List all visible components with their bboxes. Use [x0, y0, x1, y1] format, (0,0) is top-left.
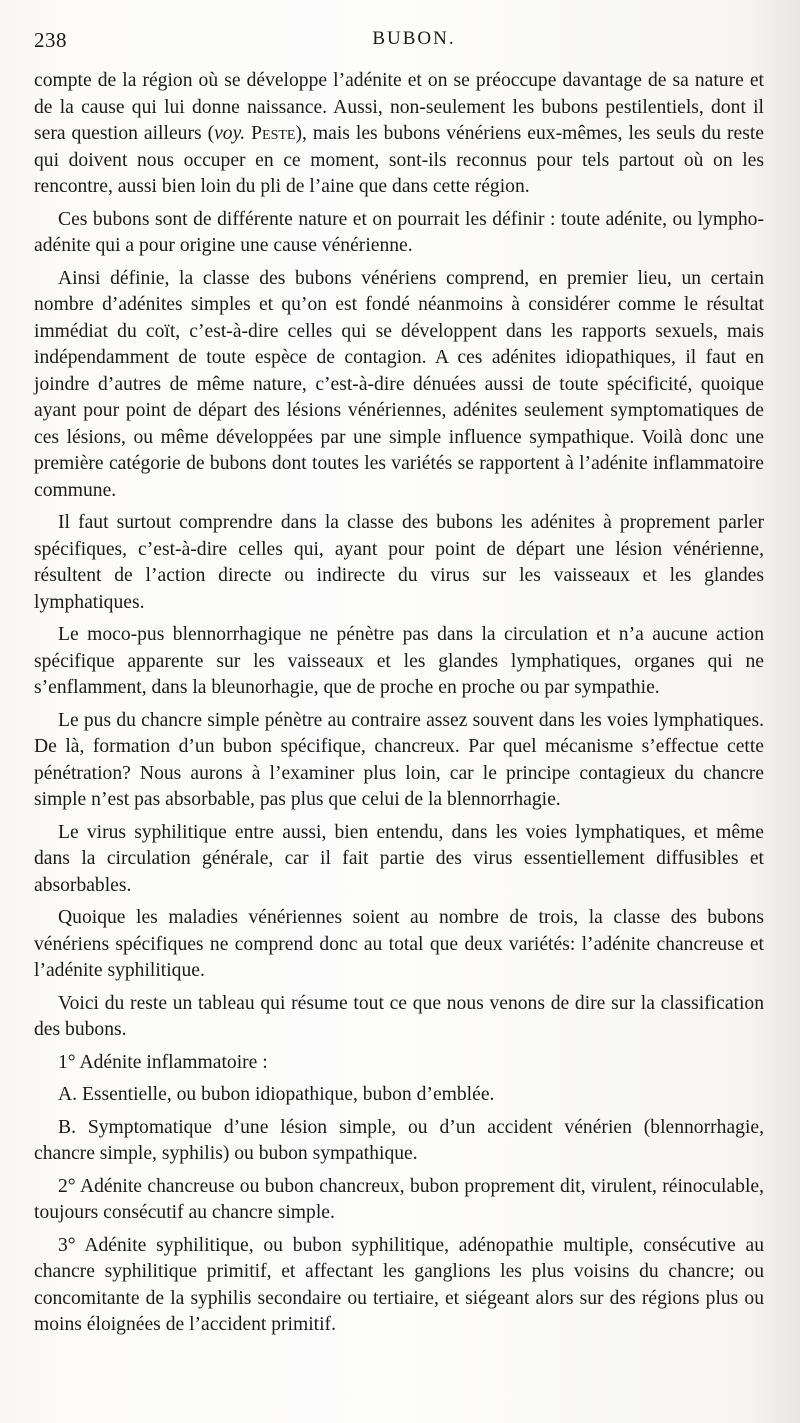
cross-reference-voy: voy.: [214, 123, 246, 144]
paragraph-3: Ainsi définie, la classe des bubons vénériens comprend, en premier lieu, un certain nombre d’adénites simples et qu’on est fondé néanmoins à considérer comme le résultat immédiat du coït, c’est-à-dire celles qui se développent dans les rapports sexuels, mais indépendamment de toute espèce de contagion. A ces adénites idiopathiques, il faut en joindre d’autres de même nature, c’est-à-dire dénuées aussi de toute spécificité, quoique ayant pour point de départ des lésions vénériennes, adénites seulement symptomatiques de ces lésions, ou même développées par une simple influence sympathique. Voilà donc une première catégorie de bubons dont toutes les variétés se rapportent à l’adénite inflammatoire commune.: [34, 267, 764, 501]
classification-item-3: 3° Adénite syphilitique, ou bubon syphilitique, adénopathie multiple, consécutive au chancre syphilitique primitif, et affectant les ganglions les plus voisins du chancre; ou concomitante de la syphilis secondaire ou tertiaire, et siégeant alors sur des régions plus ou moins éloignées de l’accident primitif.: [34, 1234, 764, 1335]
paragraph-1-text-before: compte de la région où se développe l’adénite et on se préoccupe davantage de sa nature et de la cause qui lui donne naissance. Aussi, non-seulement les bubons pestilentiels, dont il sera question ailleurs (: [34, 70, 764, 144]
classification-heading-1: 1° Adénite inflammatoire :: [58, 1051, 268, 1073]
running-head: BUBON.: [372, 28, 456, 49]
paragraph-8: Quoique les maladies vénériennes soient au nombre de trois, la classe des bubons vénériens spécifiques ne comprend donc au total que deux variétés: l’adénite chancreuse et l’adénite syphilitique.: [34, 907, 764, 981]
paragraph-4: Il faut surtout comprendre dans la classe des bubons les adénites à proprement parler spécifiques, c’est-à-dire celles qui, ayant pour point de départ une lésion vénérienne, résultent de l’action directe ou indirecte du virus sur les vaisseaux et les glandes lymphatiques.: [34, 512, 764, 613]
paragraph-2: Ces bubons sont de différente nature et on pourrait les définir : toute adénite, ou lympho-adénite qui a pour origine une cause vénérienne.: [34, 208, 764, 256]
classification-item-2: 2° Adénite chancreuse ou bubon chancreux, bubon proprement dit, virulent, réinoculable, toujours consécutif au chancre simple.: [34, 1175, 764, 1223]
paragraph-5: Le moco-pus blennorrhagique ne pénètre pas dans la circulation et n’a aucune action spécifique apparente sur les vaisseaux et les glandes lymphatiques, organes qui ne s’enflamment, dans la bleunorhagie, que de proche en proche ou par sympathie.: [34, 624, 764, 698]
paragraph-1-text-after: ), mais les bubons vénériens eux-mêmes, les seuls du reste qui doivent nous occuper en ce moment, sont-ils reconnus pour tels partout où on les rencontre, aussi bien loin du pli de l’aine que dans cette région.: [34, 123, 764, 197]
cross-reference-peste: Peste: [251, 123, 296, 144]
paragraph-6: Le pus du chancre simple pénètre au contraire assez souvent dans les voies lymphatiques. De là, formation d’un bubon spécifique, chancreux. Par quel mécanisme s’effectue cette pénétration? Nous aurons à l’examiner plus loin, car le principe contagieux du chancre simple n’est pas absorbable, pas plus que celui de la blennorrhagie.: [34, 709, 764, 810]
classification-item-b: B. Symptomatique d’une lésion simple, ou d’un accident vénérien (blennorrhagie, chancre simple, syphilis) ou bubon sympathique.: [34, 1116, 764, 1164]
paragraph-7: Le virus syphilitique entre aussi, bien entendu, dans les voies lymphatiques, et même dans la circulation générale, car il fait partie des virus essentiellement diffusibles et absorbables.: [34, 821, 764, 896]
body-text: [34, 68, 764, 1345]
page-number: 238: [34, 28, 67, 52]
page-header: [34, 28, 764, 52]
classification-item-a: A. Essentielle, ou bubon idiopathique, bubon d’emblée.: [58, 1084, 495, 1105]
paragraph-9: Voici du reste un tableau qui résume tout ce que nous venons de dire sur la classification des bubons.: [34, 992, 764, 1040]
paragraph-1: [34, 68, 764, 201]
